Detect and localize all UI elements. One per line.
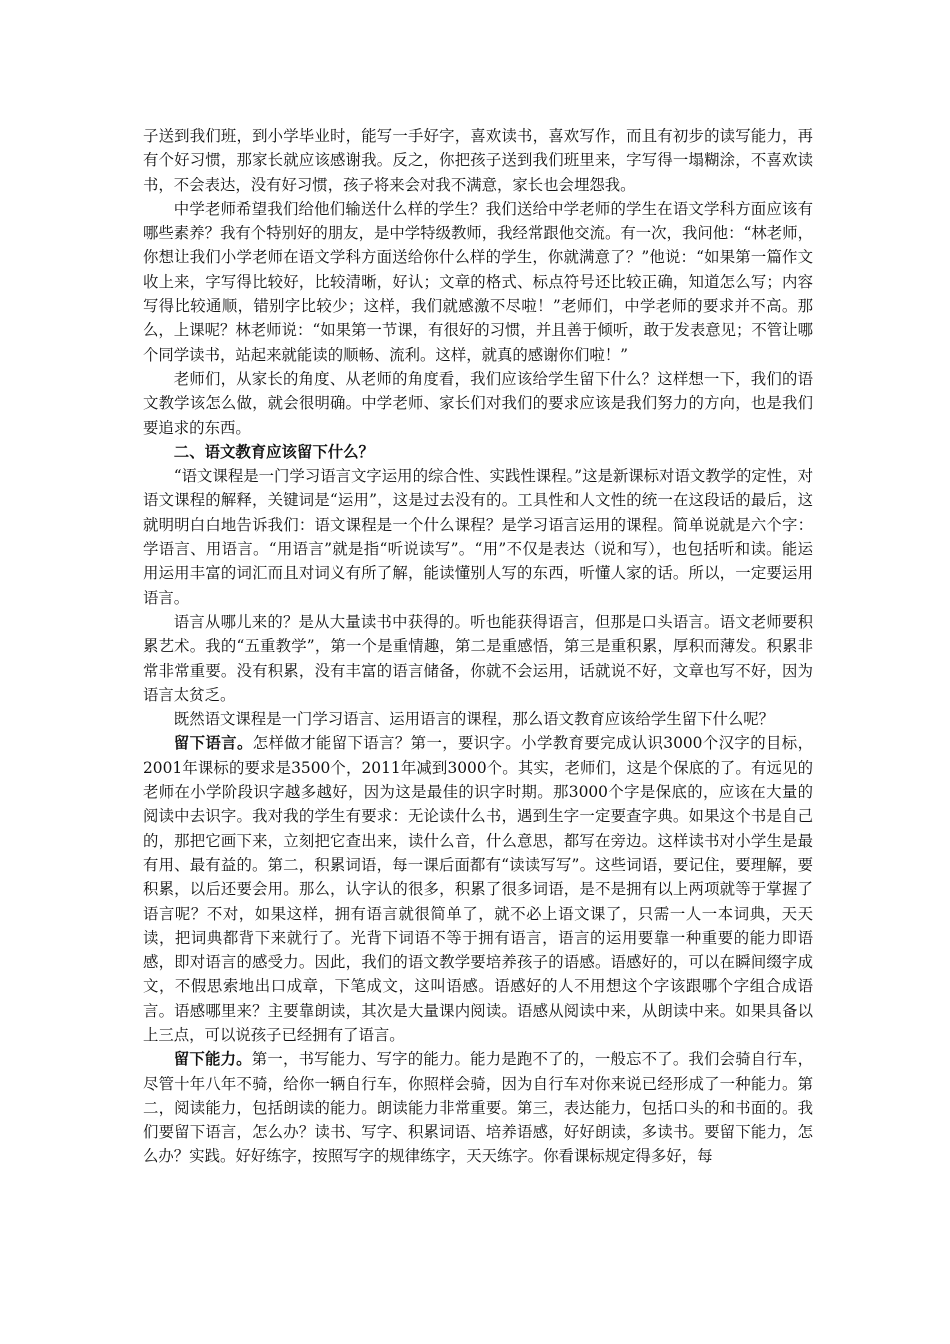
paragraph-leave-language <box>143 731 813 1047</box>
paragraph-leave-ability <box>143 1047 813 1168</box>
section-heading: 二、语文教育应该留下什么？ <box>173 442 374 461</box>
paragraph-body-language: 怎样做才能留下语言？第一，要识字。小学教育要完成认识3000个汉字的目标，2001年课标的要求是3500个，2011年减到3000个。其实，老师们，这是个保底的了。有远见的老师在小学阶段识字越多越好，因为这是最佳的识字时期。那3000个字是保底的，应该在大量的阅读中去识字。我对我的学生有要求：无论读什么书，遇到生字一定要查字典。如果这个书是自己的，那把它画下来，立刻把它查出来，读什么音，什么意思，都写在旁边。这样读书对小学生是最有用、最有益的。第二，积累词语，每一课后面都有“读读写写”。这些词语，要记住，要理解，要积累，以后还要会用。那么，认字认的很多，积累了很多词语，是不是拥有以上两项就等于掌握了语言呢？不对，如果这样，拥有语言就很简单了，就不必上语文课了，只需一人一本词典，天天读，把词典都背下来就行了。光背下词语不等于拥有语言，语言的运用要靠一种重要的能力即语感，即对语言的感受力。因此，我们的语文教学要培养孩子的语感。语感好的，可以在瞬间缀字成文，不假思索地出口成章，下笔成文，这叫语感。语感好的人不用想这个字该跟哪个字组合成语言。语感哪里来？主要靠朗读，其次是大量课内阅读。语感从阅读中来，从朗读中来。如果具备以上三点，可以说孩子已经拥有了语言。 <box>143 734 813 1044</box>
paragraph-lead-language: 留下语言。 <box>173 734 253 753</box>
paragraph-curriculum-definition: “语文课程是一门学习语言文字运用的综合性、实践性课程。”这是新课标对语文教学的定性，对语文课程的解释，关键词是“运用”，这是过去没有的。工具性和人文性的统一在这段话的最后，这就明明白白地告诉我们：语文课程是一个什么课程？是学习语言运用的课程。简单说就是六个字：学语言、用语言。“用语言”就是指“听说读写”。“用”不仅是表达（说和写），也包括听和读。能运用运用丰富的词汇而且对词义有所了解，能读懂别人写的东西，听懂人家的话。所以，一定要运用语言。 <box>143 467 813 607</box>
paragraph-lead-ability: 留下能力。 <box>173 1050 252 1069</box>
document-body <box>143 124 813 1169</box>
paragraph-language-source: 语言从哪儿来的？是从大量读书中获得的。听也能获得语言，但那是口头语言。语文老师要积累艺术。我的“五重教学”，第一个是重情趣，第二是重感悟，第三是重积累，厚积而薄发。积累非常非常重要。没有积累，没有丰富的语言储备，你就不会运用，话就说不好，文章也写不好，因为语言太贫乏。 <box>143 612 813 704</box>
paragraph-question: 既然语文课程是一门学习语言、运用语言的课程，那么语文教育应该给学生留下什么呢？ <box>173 710 775 729</box>
paragraph-continuation: 子送到我们班，到小学毕业时，能写一手好字，喜欢读书，喜欢写作，而且有初步的读写能力，再有个好习惯，那家长就应该感谢我。反之，你把孩子送到我们班里来，字写得一塌糊涂，不喜欢读书，不会表达，没有好习惯，孩子将来会对我不满意，家长也会埋怨我。 <box>143 127 813 194</box>
paragraph-teachers-perspective: 老师们，从家长的角度、从老师的角度看，我们应该给学生留下什么？这样想一下，我们的语文教学该怎么做，就会很明确。中学老师、家长们对我们的要求应该是我们努力的方向，也是我们要追求的东西。 <box>143 369 813 437</box>
paragraph-body-ability: 第一，书写能力、写字的能力。能力是跑不了的，一般忘不了。我们会骑自行车，尽管十年八年不骑，给你一辆自行车，你照样会骑，因为自行车对你来说已经形成了一种能力。第二，阅读能力，包括朗读的能力。朗读能力非常重要。第三，表达能力，包括口头的和书面的。我们要留下语言，怎么办？读书、写字、积累词语、培养语感，好好朗读，多读书。要留下能力，怎么办？实践。好好练字，按照写字的规律练字，天天练字。你看课标规定得多好，每 <box>143 1050 813 1166</box>
paragraph-middle-school-teachers: 中学老师希望我们给他们输送什么样的学生？我们送给中学老师的学生在语文学科方面应该有哪些素养？我有个特别好的朋友，是中学特级教师，我经常跟他交流。有一次，我问他：“林老师，你想让我们小学老师在语文学科方面送给你什么样的学生，你就满意了？”他说：“如果第一篇作文收上来，字写得比较好，比较清晰，好认；文章的格式、标点符号还比较正确，知道怎么写；内容写得比较通顺，错别字比较少；这样，我们就感激不尽啦！”老师们，中学老师的要求并不高。那么，上课呢？林老师说：“如果第一节课，有很好的习惯，并且善于倾听，敢于发表意见；不管让哪个同学读书，站起来就能读的顺畅、流利。这样，就真的感谢你们啦！” <box>143 199 813 364</box>
